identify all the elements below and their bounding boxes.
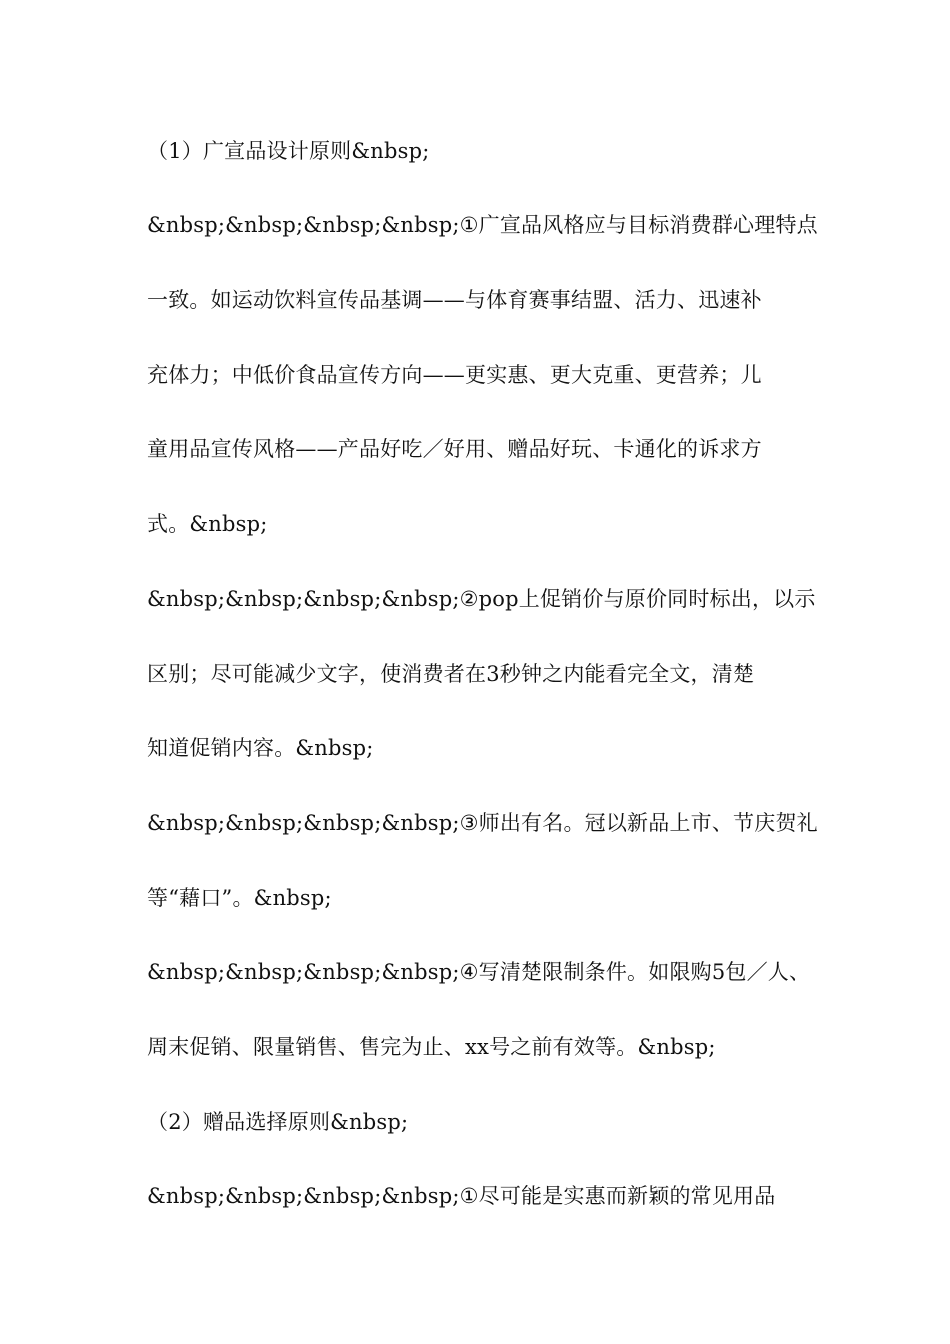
paragraph-line: 等“藉口”。&nbsp; [147,886,332,910]
paragraph-line: 充体力；中低价食品宣传方向——更实惠、更大克重、更营养；儿 [147,363,762,387]
paragraph-line: &nbsp;&nbsp;&nbsp;&nbsp;②pop上促销价与原价同时标出，以示 [147,587,816,611]
paragraph-line: &nbsp;&nbsp;&nbsp;&nbsp;③师出有名。冠以新品上市、节庆贺礼 [147,811,818,835]
section-heading-2: （2）赠品选择原则&nbsp; [147,1110,409,1134]
paragraph-line: 一致。如运动饮料宣传品基调——与体育赛事结盟、活力、迅速补 [147,288,762,312]
paragraph-line: &nbsp;&nbsp;&nbsp;&nbsp;①尽可能是实惠而新颖的常见用品 [147,1184,776,1208]
paragraph-line: &nbsp;&nbsp;&nbsp;&nbsp;①广宣品风格应与目标消费群心理特点 [147,213,818,237]
paragraph-line: 周末促销、限量销售、售完为止、xx号之前有效等。&nbsp; [147,1035,716,1059]
paragraph-line: 区别；尽可能减少文字，使消费者在3秒钟之内能看完全文，清楚 [147,662,755,686]
paragraph-line: 式。&nbsp; [147,512,268,536]
paragraph-line: 童用品宣传风格——产品好吃／好用、赠品好玩、卡通化的诉求方 [147,437,762,461]
paragraph-line: 知道促销内容。&nbsp; [147,736,374,760]
section-heading-1: （1）广宣品设计原则&nbsp; [147,139,430,163]
paragraph-line: &nbsp;&nbsp;&nbsp;&nbsp;④写清楚限制条件。如限购5包／人、 [147,960,811,984]
